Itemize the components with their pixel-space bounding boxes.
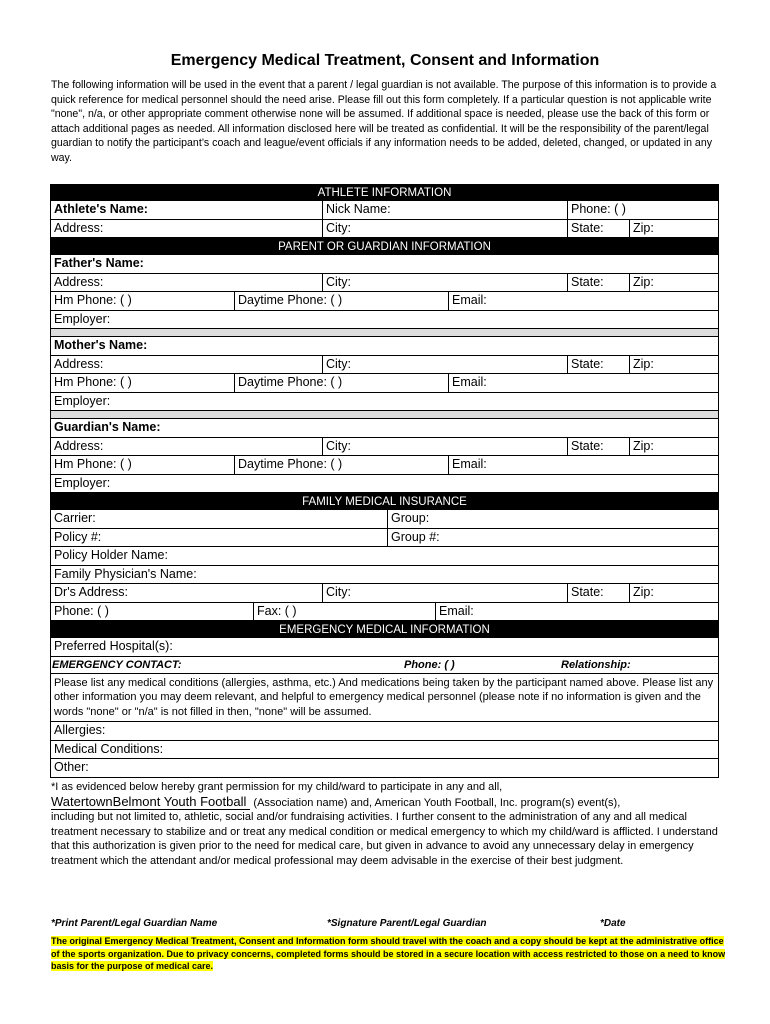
athlete-zip-field[interactable]: Zip: (633, 220, 654, 235)
guardian-zip-field[interactable]: Zip: (633, 438, 654, 453)
guardian-city-field[interactable]: City: (323, 438, 568, 456)
guardian-name-field[interactable]: Guardian's Name: (54, 420, 161, 434)
mother-name-field[interactable]: Mother's Name: (54, 338, 148, 352)
policy-number-field[interactable]: Policy #: (51, 529, 388, 547)
emergency-header: EMERGENCY MEDICAL INFORMATION (50, 621, 719, 638)
guardian-email-field[interactable]: Email: (452, 457, 487, 471)
dr-city-field[interactable]: City: (323, 584, 568, 602)
athlete-header: ATHLETE INFORMATION (50, 184, 719, 201)
other-field[interactable]: Other: (54, 760, 89, 774)
athlete-row-2 (50, 220, 719, 239)
athlete-state-field[interactable]: State: (568, 220, 630, 238)
father-day-phone-field[interactable]: Daytime Phone: ( ) (235, 292, 449, 310)
intro-paragraph: The following information will be used in the event that a parent / legal guardian is not available. The purpose of this information is to provide a quick reference for medical personnel should the need arise. Please fill out this form completely. If a particular question is not applicable write "none", n/a, or other appropriate comment otherwise none will be assumed. If additional space is needed, please use the back of this form or attach additional pages as needed. All information disclosed here will be treated as confidential. It will be the responsibility of the parent/legal guardian to notify the participant’s coach and league/event officials if any information needs to be added, deleted, changed, or updated in any way. (51, 79, 717, 164)
dr-zip-field[interactable]: Zip: (633, 585, 654, 599)
mother-hm-phone-field[interactable]: Hm Phone: ( ) (51, 374, 235, 392)
athlete-address-field[interactable]: Address: (51, 220, 323, 238)
preferred-hospital-field[interactable]: Preferred Hospital(s): (54, 639, 173, 653)
athlete-row-1 (50, 201, 719, 220)
father-state-field[interactable]: State: (568, 274, 630, 292)
medical-conditions-field[interactable]: Medical Conditions: (54, 741, 164, 756)
mother-day-phone-field[interactable]: Daytime Phone: ( ) (235, 374, 449, 392)
emergency-contact-field[interactable]: EMERGENCY CONTACT: (52, 658, 182, 671)
father-zip-field[interactable]: Zip: (633, 274, 654, 289)
consent-paragraph (51, 780, 721, 869)
policy-holder-field[interactable]: Policy Holder Name: (54, 548, 168, 562)
allergies-field[interactable]: Allergies: (54, 723, 106, 737)
dr-phone-field[interactable]: Phone: ( ) (51, 603, 254, 621)
consent-after-assoc: (Association name) and, American Youth Football, Inc. program(s) event(s), (250, 796, 621, 809)
date-label: *Date (600, 918, 626, 929)
family-physician-field[interactable]: Family Physician's Name: (54, 566, 197, 581)
mother-city-field[interactable]: City: (323, 356, 568, 374)
medical-note: Please list any medical conditions (allergies, asthma, etc.) And medications being taken by the participant named above. Please list any other information you may deem relevant, and helpful to emergency medical personnel (please note if no information is given and the words "none" or "n/a" is not filled in then, "none" will be assumed. (50, 674, 719, 723)
privacy-notice-text: The original Emergency Medical Treatment, Consent and Information form should travel with the coach and a copy should be kept at the administrative office of the sports organization. Due to privacy concerns, completed forms should be stored in a secure location with access restricted to those on a need to know basis for the purpose of medical care. (51, 936, 726, 972)
father-hm-phone-field[interactable]: Hm Phone: ( ) (51, 292, 235, 310)
nick-name-field[interactable]: Nick Name: (323, 201, 568, 219)
parent-header: PARENT OR GUARDIAN INFORMATION (50, 238, 719, 255)
mother-employer-field[interactable]: Employer: (54, 393, 111, 408)
father-address-field[interactable]: Address: (51, 274, 323, 292)
group-number-field[interactable]: Group #: (391, 529, 440, 544)
father-name-field[interactable]: Father's Name: (54, 256, 144, 270)
dr-state-field[interactable]: State: (568, 584, 630, 602)
association-name-field[interactable]: WatertownBelmont Youth Football (51, 794, 250, 810)
father-email-field[interactable]: Email: (452, 293, 487, 307)
dr-address-field[interactable]: Dr's Address: (51, 584, 323, 602)
athlete-city-field[interactable]: City: (323, 220, 568, 238)
emergency-phone-field[interactable]: Phone: ( ) (404, 658, 455, 671)
father-employer-field[interactable]: Employer: (54, 311, 111, 326)
athlete-phone-field[interactable]: Phone: ( ) (571, 202, 626, 216)
relationship-field[interactable]: Relationship: (561, 658, 631, 671)
consent-assoc-line (51, 795, 721, 811)
mother-address-field[interactable]: Address: (51, 356, 323, 374)
consent-rest: including but not limited to, athletic, social and/or fundraising activities. I further consent to the administration of any and all medical treatment necessary to stabilize and or treat any medical condition or medical emergency to which my child/ward is afflicted. I understand that this authorization is given prior to the need for medical care, but given in advance to avoid any unnecessary delay in emergency treatment which the attendant and/or medical professional may deem advisable in the exercise of their best judgment. (51, 811, 718, 867)
section-separator (50, 411, 719, 419)
guardian-day-phone-field[interactable]: Daytime Phone: ( ) (235, 456, 449, 474)
form-table (50, 184, 719, 778)
consent-lead: *I as evidenced below hereby grant permission for my child/ward to participate in any and all, (51, 781, 503, 793)
dr-fax-field[interactable]: Fax: ( ) (254, 603, 436, 621)
father-city-field[interactable]: City: (323, 274, 568, 292)
mother-email-field[interactable]: Email: (452, 375, 487, 389)
mother-state-field[interactable]: State: (568, 356, 630, 374)
page-title: Emergency Medical Treatment, Consent and Information (170, 52, 600, 69)
athlete-name-field[interactable]: Athlete's Name: (51, 201, 323, 219)
privacy-notice (51, 935, 729, 973)
print-name-label: *Print Parent/Legal Guardian Name (51, 918, 218, 929)
dr-email-field[interactable]: Email: (439, 603, 474, 618)
carrier-field[interactable]: Carrier: (51, 510, 388, 528)
guardian-employer-field[interactable]: Employer: (54, 475, 111, 490)
signature-label: *Signature Parent/Legal Guardian (327, 918, 487, 929)
insurance-header: FAMILY MEDICAL INSURANCE (50, 493, 719, 510)
guardian-address-field[interactable]: Address: (51, 438, 323, 456)
guardian-state-field[interactable]: State: (568, 438, 630, 456)
section-separator (50, 329, 719, 337)
mother-zip-field[interactable]: Zip: (633, 356, 654, 371)
guardian-hm-phone-field[interactable]: Hm Phone: ( ) (51, 456, 235, 474)
group-field[interactable]: Group: (391, 511, 430, 525)
